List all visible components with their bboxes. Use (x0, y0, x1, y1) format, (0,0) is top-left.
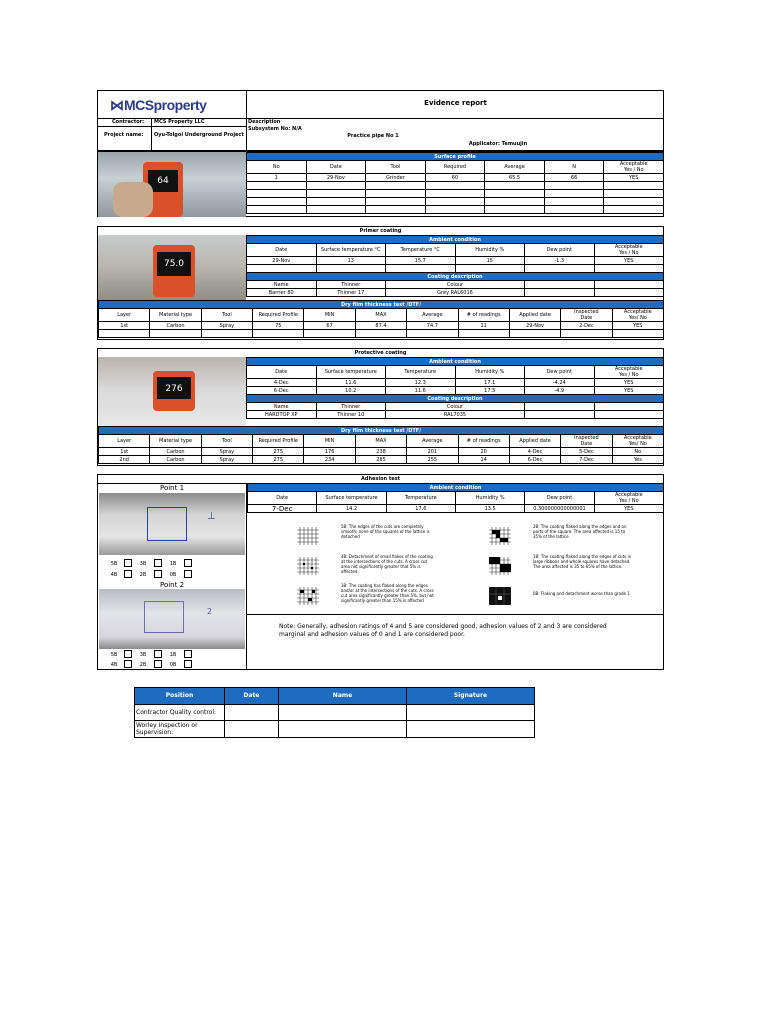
table-row (247, 198, 664, 206)
rating-chart (247, 517, 664, 615)
rating-2b-text: 2B: The coating flaked along the edges and on parts of the square. The area affected is 15 to 35% of the lattice (533, 524, 627, 539)
table-row (247, 206, 664, 214)
checkbox-0b[interactable] (184, 570, 192, 578)
rating-4b-text: 4B: Detachment of small flakes of the coating at the intersections of the cuts. A cross cut area not significantly greater that 5% is affected (341, 554, 433, 574)
gauge-reading: 276 (165, 384, 183, 394)
table-row (135, 705, 535, 721)
subsystem: Subsystem No: N/A (248, 126, 302, 132)
worley-inspection-label: Worley Inspection or Supervision: (135, 721, 225, 738)
table-row (247, 182, 664, 190)
report-header (97, 90, 664, 151)
protective-ambient-table: Ambient condition Date Surface temperature Temperature Humidity % Dew point Acceptable Yes / No 4-Dec 11.6 12.3 17.1 -4.24 YES 6-Dec 10.2 11.6 17.5 -4.9 YES Coating description Name Thinner Colour HARDTOP XP Thinner 10 RAL7035 (246, 357, 664, 419)
grid-5b-icon (295, 525, 321, 547)
table-row: 2nd Carbon Spray 275 234 285 255 14 6-Dec 7-Dec Yes (99, 456, 664, 464)
grid-1b-icon (487, 555, 513, 577)
primer-photo (98, 235, 246, 300)
point2-checkboxes: 5B 3B 1B 4B 2B 0B (104, 650, 244, 670)
protective-title: Protective coating (98, 349, 663, 358)
point1-photo: ⊥ (99, 493, 245, 555)
contractor-value: MCS Property LLC (154, 119, 205, 125)
signature-field[interactable] (407, 705, 535, 721)
point2-label: Point 2 (159, 581, 185, 589)
table-row: 1st Carbon Spray 75 67 87.4 74.7 11 29-Nov 2-Dec YES (99, 322, 664, 330)
description-label: Description (248, 119, 281, 125)
checkbox-2b[interactable] (154, 570, 162, 578)
protective-photo (98, 357, 246, 427)
point2-photo: 2 (99, 589, 245, 649)
primer-title: Primer coating (98, 227, 663, 236)
date-header: Date (225, 688, 279, 705)
logo-icon: ⋈ (110, 97, 124, 113)
table-row: Barrier 80 Thinner 17 Grey RAL6016 (247, 289, 664, 297)
grid-4b-icon (295, 555, 321, 577)
table-row: 4-Dec 11.6 12.3 17.1 -4.24 YES (247, 379, 664, 387)
project-value: Oyu-Tolgoi Underground Project (154, 132, 244, 138)
surface-header-row: No Date Tool Required Average N Acceptable Yes / No (247, 161, 664, 174)
name-field[interactable] (279, 705, 407, 721)
table-row (99, 330, 664, 338)
grid-2b-icon (487, 525, 513, 547)
report-title: Evidence report (424, 99, 487, 107)
grid-3b-icon (295, 585, 321, 607)
signature-header: Signature (407, 688, 535, 705)
name-header: Name (279, 688, 407, 705)
date-field[interactable] (225, 721, 279, 738)
table-row: HARDTOP XP Thinner 10 RAL7035 (247, 411, 664, 419)
practice-pipe: Practice pipe No 1 (347, 133, 399, 139)
primer-ambient-table: Ambient condition Date Surface temperature °C Temperature °C Humidity % Dew point Acceptable Yes / No 29-Nov 13 15.7 15 -1.3 YES Coating description Name Thinner Colour Barrier 80 Thinner 17 Grey RAL6016 (246, 235, 664, 297)
checkbox-0b[interactable] (184, 660, 192, 668)
position-header: Position (135, 688, 225, 705)
protective-coating-section (97, 348, 664, 466)
checkbox-5b[interactable] (124, 559, 132, 567)
table-row: 7-Dec 14.2 17.6 13.5 0.300000000000001 YES (248, 505, 664, 513)
signature-table (134, 687, 535, 738)
table-row (247, 190, 664, 198)
primer-coating-section (97, 226, 664, 340)
checkbox-1b[interactable] (184, 650, 192, 658)
surface-photo (98, 152, 246, 217)
table-row: 1st Carbon Spray 275 176 238 201 20 4-Dec 5-Dec No (99, 448, 664, 456)
date-field[interactable] (225, 705, 279, 721)
checkbox-2b[interactable] (154, 660, 162, 668)
adhesion-title: Adhesion test (98, 475, 663, 484)
surface-profile-table (246, 152, 664, 214)
gauge-reading: 75.0 (163, 259, 185, 269)
table-row (247, 265, 664, 273)
logo: ⋈MCSproperty (110, 97, 207, 113)
project-label: Project name: (104, 132, 144, 138)
checkbox-3b[interactable] (154, 559, 162, 567)
rating-0b-text: 0B: Flaking and detachment worse than grade 1 (533, 591, 630, 596)
signature-field[interactable] (407, 721, 535, 738)
checkbox-1b[interactable] (184, 559, 192, 567)
table-row (135, 721, 535, 738)
table-row: 1 29-Nov Grinder 60 65.5 66 YES (247, 174, 664, 182)
rating-1b-text: 1B: The coating flaked along the edges of cuts in large ribbons and whole squares have detached. The area affected is 35 to 65% of the lattice. (533, 554, 632, 569)
table-row: 29-Nov 13 15.7 15 -1.3 YES (247, 257, 664, 265)
gauge-reading: 64 (157, 176, 169, 186)
checkbox-4b[interactable] (124, 570, 132, 578)
surface-profile-section (97, 151, 664, 217)
grid-0b-icon (487, 585, 513, 607)
primer-dft-table: Dry film thickness test /DTF/ Layer Material type Tool Required Profile MIN MAX Average # of readings Applied date Inspected Date Acceptable Yes/ No 1st Carbon Spray 75 67 87.4 74.7 11 29-Nov 2-Dec YES (98, 300, 664, 338)
checkbox-3b[interactable] (154, 650, 162, 658)
adhesion-note: Note: Generally, adhesion ratings of 4 and 5 are considered good, adhesion values of 2 and 3 are considered marginal and adhesion values of 0 and 1 are considered poor. (279, 623, 607, 638)
surface-profile-title: Surface profile (247, 153, 664, 161)
signature-table-wrapper (134, 687, 534, 738)
name-field[interactable] (279, 721, 407, 738)
point1-label: Point 1 (159, 484, 185, 492)
contractor-label: Contractor: (112, 119, 145, 125)
protective-dft-table: Dry film thickness test /DTF/ Layer Material type Tool Required Profile MIN MAX Average # of readings Applied date Inspected Date Acceptable Yes/ No 1st Carbon Spray 275 176 238 201 20 4-Dec 5-Dec No 2nd Carbon Spray 275 234 285 255 14 6-Dec 7-Dec Yes (98, 426, 664, 464)
applicator: Applicator: Temuujin (468, 141, 528, 147)
checkbox-4b[interactable] (124, 660, 132, 668)
point1-checkboxes: 5B 3B 1B 4B 2B 0B (104, 559, 244, 581)
contractor-qc-label: Contractor Quality control: (135, 705, 225, 721)
rating-5b-text: 5B: The edges of the cuts are completely smooth; none of the squares of the lattice is detached (341, 524, 430, 539)
adhesion-ambient-table: Ambient condition Date Surface temperature Temperature Humidity % Dew point Acceptable Yes / No 7-Dec 14.2 17.6 13.5 0.300000000000001 YES (247, 483, 664, 513)
checkbox-5b[interactable] (124, 650, 132, 658)
rating-3b-text: 3B: The coating has flaked along the edges and/or at the intersections of the cuts. A cross cut area significantly greater than 5%, but not significantly greater than 15% is affected (341, 583, 434, 603)
adhesion-test-section (97, 474, 664, 670)
table-row: 6-Dec 10.2 11.6 17.5 -4.9 YES (247, 387, 664, 395)
